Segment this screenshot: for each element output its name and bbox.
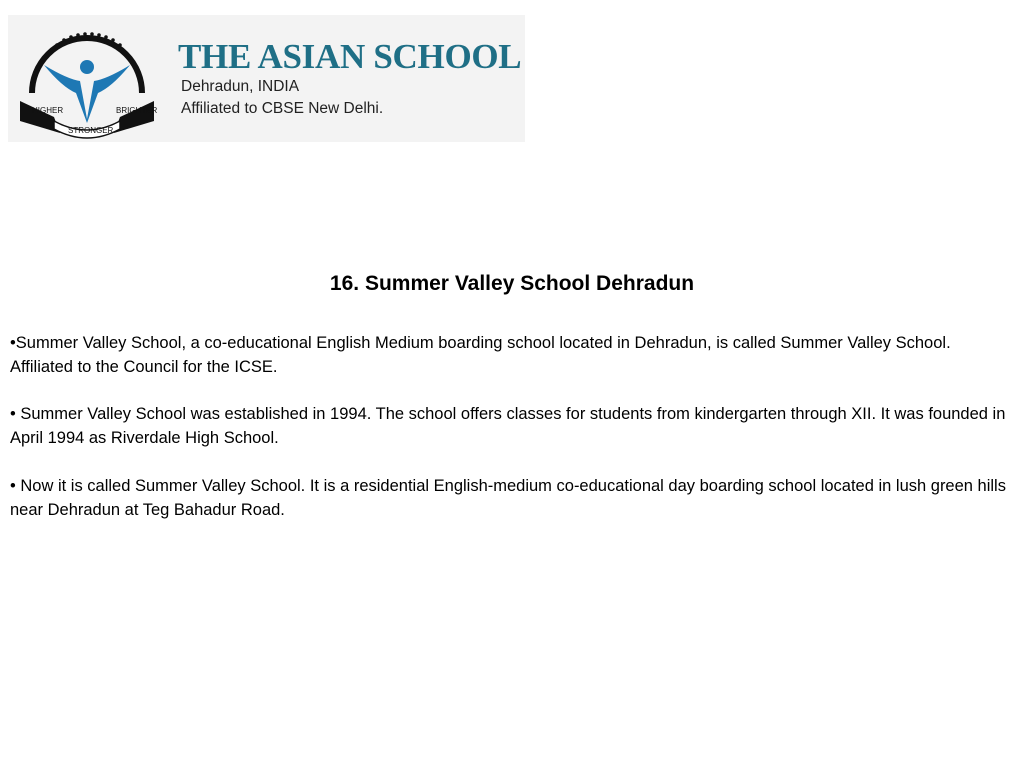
ribbon-left-text: HIGHER bbox=[32, 106, 64, 115]
bullet-paragraph: • Now it is called Summer Valley School. It is a residential English-medium co-educational day boarding school located in lush green hills near Dehradun at Teg Bahadur Road. bbox=[10, 477, 1006, 519]
bullet-paragraph: • Summer Valley School was established in 1994. The school offers classes for students from kindergarten through XII. It was founded in April 1994 as Riverdale High School. bbox=[10, 405, 1006, 447]
slide-title: 16. Summer Valley School Dehradun bbox=[329, 272, 695, 295]
ribbon-right-text: BRIGHTER bbox=[116, 106, 158, 115]
ribbon-middle-text: STRONGER bbox=[68, 126, 114, 135]
school-emblem-icon bbox=[12, 21, 162, 139]
school-logo-banner bbox=[8, 15, 525, 142]
bullet-paragraph: •Summer Valley School, a co-educational English Medium boarding school located in Dehradun, is called Summer Valley School. Affiliated to the Council for the ICSE. bbox=[10, 334, 951, 376]
school-name: THE ASIAN SCHOOL bbox=[178, 37, 522, 76]
school-location: Dehradun, INDIA bbox=[181, 78, 300, 95]
school-affiliation: Affiliated to CBSE New Delhi. bbox=[181, 100, 384, 117]
